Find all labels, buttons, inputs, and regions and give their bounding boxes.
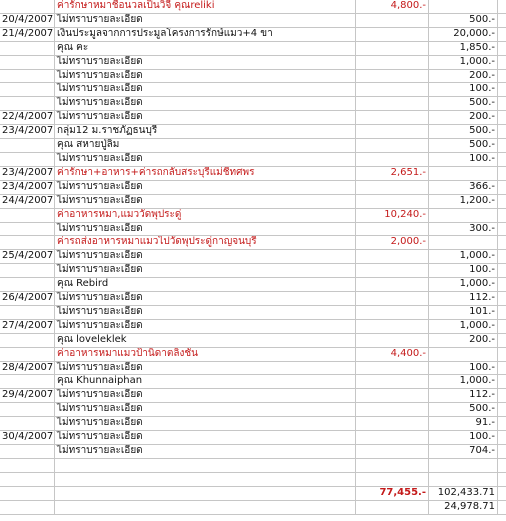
cell-date[interactable] <box>0 97 55 111</box>
cell-date[interactable] <box>0 472 55 486</box>
table-row[interactable] <box>0 361 506 375</box>
cell-date[interactable] <box>0 0 55 13</box>
cell-description[interactable]: ไม่ทราบรายละเอียด <box>55 403 356 417</box>
cell-description[interactable]: ไม่ทราบรายละเอียด <box>55 69 356 83</box>
cell-pad <box>498 180 506 194</box>
cell-amount[interactable] <box>429 166 498 180</box>
cell-amount[interactable]: 500.- <box>429 125 498 139</box>
table-row[interactable] <box>0 431 506 445</box>
cell-description[interactable]: ไม่ทราบรายละเอียด <box>55 319 356 333</box>
cell-description[interactable]: ไม่ทราบรายละเอียด <box>55 361 356 375</box>
cell-description[interactable]: คุณ สหายปู่ลิ่ม <box>55 139 356 153</box>
table-row[interactable] <box>0 55 506 69</box>
cell-amount[interactable]: 500.- <box>429 97 498 111</box>
cell-date[interactable] <box>0 445 55 459</box>
cell-expense[interactable] <box>356 125 429 139</box>
cell-pad <box>498 69 506 83</box>
cell-pad <box>498 194 506 208</box>
cell-date[interactable] <box>0 83 55 97</box>
cell-date[interactable]: 20/4/2007 <box>0 13 55 27</box>
cell-expense[interactable] <box>356 472 429 486</box>
cell-pad <box>498 292 506 306</box>
expense-row[interactable] <box>0 0 506 13</box>
table-row[interactable] <box>0 139 506 153</box>
cell-pad <box>498 152 506 166</box>
table-row[interactable] <box>0 319 506 333</box>
cell-date[interactable] <box>0 278 55 292</box>
table-row[interactable] <box>0 458 506 472</box>
cell-pad <box>498 347 506 361</box>
cell-pad <box>498 250 506 264</box>
table-row[interactable] <box>0 333 506 347</box>
cell-expense[interactable] <box>356 27 429 41</box>
cell-pad <box>498 41 506 55</box>
cell-description[interactable]: ไม่ทราบรายละเอียด <box>55 389 356 403</box>
cell-expense[interactable] <box>356 97 429 111</box>
cell-expense[interactable] <box>356 264 429 278</box>
cell-pad <box>498 333 506 347</box>
cell-date[interactable] <box>0 347 55 361</box>
cell-amount[interactable]: 704.- <box>429 445 498 459</box>
cell-expense[interactable] <box>356 375 429 389</box>
cell-expense[interactable] <box>356 333 429 347</box>
cell-pad <box>498 264 506 278</box>
cell-amount[interactable] <box>429 347 498 361</box>
cell-amount[interactable] <box>429 236 498 250</box>
cell-pad <box>498 208 506 222</box>
cell-desc[interactable] <box>55 500 356 514</box>
cell-date[interactable]: 27/4/2007 <box>0 319 55 333</box>
table-row[interactable] <box>0 69 506 83</box>
cell-date[interactable] <box>0 375 55 389</box>
cell-amount[interactable]: 1,200.- <box>429 194 498 208</box>
cell-description[interactable]: ไม่ทราบรายละเอียด <box>55 194 356 208</box>
cell-description[interactable]: ไม่ทราบรายละเอียด <box>55 152 356 166</box>
cell-date[interactable]: 29/4/2007 <box>0 389 55 403</box>
cell-description[interactable]: ไม่ทราบรายละเอียด <box>55 13 356 27</box>
cell-pad <box>498 486 506 500</box>
cell-pad <box>498 431 506 445</box>
cell-pad <box>498 83 506 97</box>
cell-expense[interactable] <box>356 194 429 208</box>
cell-amount[interactable]: 112.- <box>429 292 498 306</box>
table-row[interactable] <box>0 41 506 55</box>
cell-pad <box>498 166 506 180</box>
cell-pad <box>498 111 506 125</box>
cell-amount[interactable]: 100.- <box>429 152 498 166</box>
table-row[interactable] <box>0 472 506 486</box>
cell-expense[interactable]: 2,651.- <box>356 166 429 180</box>
cell-expense[interactable] <box>356 458 429 472</box>
cell-description[interactable]: ไม่ทราบรายละเอียด <box>55 180 356 194</box>
cell-expense[interactable] <box>356 278 429 292</box>
table-row[interactable] <box>0 111 506 125</box>
cell-amount[interactable]: 91.- <box>429 417 498 431</box>
cell-amount[interactable]: 200.- <box>429 69 498 83</box>
cell-date[interactable] <box>0 41 55 55</box>
cell-description[interactable] <box>55 458 356 472</box>
cell-description[interactable]: ไม่ทราบรายละเอียด <box>55 83 356 97</box>
cell-expense[interactable] <box>356 222 429 236</box>
cell-expense[interactable] <box>356 319 429 333</box>
table-row[interactable] <box>0 83 506 97</box>
cell-description[interactable]: ไม่ทราบรายละเอียด <box>55 417 356 431</box>
cell-amount[interactable]: 500.- <box>429 403 498 417</box>
cell-pad <box>498 97 506 111</box>
cell-date[interactable]: 24/4/2007 <box>0 194 55 208</box>
cell-date[interactable] <box>0 305 55 319</box>
cell-expense[interactable] <box>356 13 429 27</box>
cell-date[interactable] <box>0 69 55 83</box>
cell-pad <box>498 417 506 431</box>
income-total-cell[interactable]: 102,433.71 <box>429 486 498 500</box>
table-row[interactable] <box>0 292 506 306</box>
cell-amount[interactable]: 1,000.- <box>429 375 498 389</box>
cell-expense[interactable] <box>356 69 429 83</box>
cell-date[interactable] <box>0 236 55 250</box>
cell-description[interactable]: ไม่ทราบรายละเอียด <box>55 292 356 306</box>
cell-amount[interactable]: 1,000.- <box>429 250 498 264</box>
cell-date[interactable]: 23/4/2007 <box>0 166 55 180</box>
table-row[interactable] <box>0 194 506 208</box>
expense-row[interactable] <box>0 208 506 222</box>
cell-description[interactable] <box>55 472 356 486</box>
expense-row[interactable] <box>0 166 506 180</box>
cell-amount[interactable]: 20,000.- <box>429 27 498 41</box>
cell-description[interactable]: กลุ่ม12 ม.ราชภัฏธนบุรี <box>55 125 356 139</box>
cell-amount[interactable] <box>429 208 498 222</box>
cell-expense[interactable] <box>356 500 429 514</box>
cell-expense[interactable] <box>356 431 429 445</box>
cell-pad <box>498 278 506 292</box>
cell-date[interactable] <box>0 403 55 417</box>
cell-pad <box>498 0 506 13</box>
cell-date[interactable]: 23/4/2007 <box>0 180 55 194</box>
table-row[interactable] <box>0 445 506 459</box>
cell-pad <box>498 458 506 472</box>
cell-pad <box>498 13 506 27</box>
cell-amount[interactable]: 200.- <box>429 111 498 125</box>
cell-expense[interactable]: 2,000.- <box>356 236 429 250</box>
cell-date[interactable]: 28/4/2007 <box>0 361 55 375</box>
cell-date[interactable]: 26/4/2007 <box>0 292 55 306</box>
cell-pad <box>498 472 506 486</box>
balance-row[interactable] <box>0 500 506 514</box>
cell-description[interactable]: ไม่ทราบรายละเอียด <box>55 222 356 236</box>
balance-cell[interactable]: 24,978.71 <box>429 500 498 514</box>
cell-amount[interactable]: 101.- <box>429 305 498 319</box>
cell-pad <box>498 403 506 417</box>
cell-description[interactable]: ค่ารักษาหมาชื่อนวลเป็นวิจี คุณreliki <box>55 0 356 13</box>
cell-pad <box>498 305 506 319</box>
cell-expense[interactable] <box>356 417 429 431</box>
table-row[interactable] <box>0 417 506 431</box>
cell-amount[interactable]: 1,850.- <box>429 41 498 55</box>
cell-pad <box>498 500 506 514</box>
cell-expense[interactable] <box>356 445 429 459</box>
table-row[interactable] <box>0 403 506 417</box>
table-row[interactable] <box>0 278 506 292</box>
cell-amount[interactable] <box>429 0 498 13</box>
cell-date[interactable]: 23/4/2007 <box>0 125 55 139</box>
cell-description[interactable]: ไม่ทราบรายละเอียด <box>55 250 356 264</box>
cell-expense[interactable] <box>356 250 429 264</box>
cell-amount[interactable]: 366.- <box>429 180 498 194</box>
table-row[interactable] <box>0 375 506 389</box>
cell-expense[interactable] <box>356 152 429 166</box>
cell-expense[interactable] <box>356 403 429 417</box>
table-row[interactable] <box>0 125 506 139</box>
cell-pad <box>498 361 506 375</box>
table-row[interactable] <box>0 27 506 41</box>
cell-date[interactable]: 25/4/2007 <box>0 250 55 264</box>
cell-description[interactable]: ไม่ทราบรายละเอียด <box>55 445 356 459</box>
cell-date[interactable] <box>0 417 55 431</box>
cell-desc[interactable] <box>55 486 356 500</box>
cell-pad <box>498 27 506 41</box>
expense-row[interactable] <box>0 236 506 250</box>
cell-date[interactable] <box>0 458 55 472</box>
cell-expense[interactable] <box>356 292 429 306</box>
cell-expense[interactable] <box>356 305 429 319</box>
cell-amount[interactable]: 1,000.- <box>429 319 498 333</box>
cell-pad <box>498 125 506 139</box>
table-row[interactable] <box>0 152 506 166</box>
cell-date[interactable] <box>0 333 55 347</box>
cell-amount[interactable]: 500.- <box>429 13 498 27</box>
cell-amount[interactable]: 200.- <box>429 333 498 347</box>
cell-amount[interactable]: 112.- <box>429 389 498 403</box>
cell-pad <box>498 222 506 236</box>
cell-date[interactable] <box>0 500 55 514</box>
cell-date[interactable] <box>0 152 55 166</box>
cell-description[interactable]: ไม่ทราบรายละเอียด <box>55 55 356 69</box>
cell-date[interactable] <box>0 55 55 69</box>
cell-amount[interactable] <box>429 458 498 472</box>
table-row[interactable] <box>0 250 506 264</box>
ledger-totals <box>0 486 506 514</box>
expense-total-cell[interactable]: 77,455.- <box>356 486 429 500</box>
cell-description[interactable]: ค่ารถส่งอาหารหมาแมวไปวัดพุประดู่กาญจนบุรี <box>55 236 356 250</box>
cell-expense[interactable]: 4,800.- <box>356 0 429 13</box>
cell-expense[interactable] <box>356 361 429 375</box>
cell-expense[interactable] <box>356 83 429 97</box>
cell-date[interactable] <box>0 264 55 278</box>
cell-amount[interactable]: 100.- <box>429 83 498 97</box>
table-row[interactable] <box>0 305 506 319</box>
cell-description[interactable]: ค่ารักษา+อาหาร+ค่ารถกลับสระบุรีแม่ชีทศพร <box>55 166 356 180</box>
table-row[interactable] <box>0 180 506 194</box>
cell-description[interactable]: ไม่ทราบรายละเอียด <box>55 264 356 278</box>
cell-amount[interactable] <box>429 472 498 486</box>
expense-row[interactable] <box>0 347 506 361</box>
cell-description[interactable]: คุณ loveleklek <box>55 333 356 347</box>
cell-date[interactable]: 22/4/2007 <box>0 111 55 125</box>
cell-amount[interactable]: 100.- <box>429 361 498 375</box>
cell-expense[interactable]: 10,240.- <box>356 208 429 222</box>
table-row[interactable] <box>0 389 506 403</box>
cell-expense[interactable] <box>356 139 429 153</box>
cell-amount[interactable]: 300.- <box>429 222 498 236</box>
cell-description[interactable]: คุณ Khunnaiphan <box>55 375 356 389</box>
cell-amount[interactable]: 500.- <box>429 139 498 153</box>
cell-pad <box>498 389 506 403</box>
cell-expense[interactable] <box>356 111 429 125</box>
cell-description[interactable]: คุณ ฅะ <box>55 41 356 55</box>
cell-description[interactable]: ไม่ทราบรายละเอียด <box>55 305 356 319</box>
cell-description[interactable]: ค่าอาหารหมาแมวป้านิดาตลิ่งชัน <box>55 347 356 361</box>
cell-pad <box>498 319 506 333</box>
cell-pad <box>498 139 506 153</box>
cell-expense[interactable]: 4,400.- <box>356 347 429 361</box>
cell-pad <box>498 445 506 459</box>
cell-expense[interactable] <box>356 180 429 194</box>
cell-description[interactable]: ค่าอาหารหมา,แมววัดพุประดู่ <box>55 208 356 222</box>
cell-date[interactable] <box>0 139 55 153</box>
cell-date[interactable] <box>0 222 55 236</box>
table-row[interactable] <box>0 222 506 236</box>
cell-expense[interactable] <box>356 55 429 69</box>
cell-amount[interactable]: 1,000.- <box>429 55 498 69</box>
cell-date[interactable] <box>0 486 55 500</box>
cell-date[interactable] <box>0 208 55 222</box>
cell-date[interactable]: 30/4/2007 <box>0 431 55 445</box>
table-row[interactable] <box>0 264 506 278</box>
cell-amount[interactable]: 100.- <box>429 264 498 278</box>
totals-row[interactable] <box>0 486 506 500</box>
cell-description[interactable]: ไม่ทราบรายละเอียด <box>55 97 356 111</box>
cell-description[interactable]: ไม่ทราบรายละเอียด <box>55 111 356 125</box>
cell-pad <box>498 236 506 250</box>
cell-expense[interactable] <box>356 41 429 55</box>
cell-description[interactable]: เงินประมูลจากการประมูลโครงการรักษ์แมว+4 ขา <box>55 27 356 41</box>
cell-date[interactable]: 21/4/2007 <box>0 27 55 41</box>
cell-amount[interactable]: 100.- <box>429 431 498 445</box>
cell-pad <box>498 55 506 69</box>
table-row[interactable] <box>0 13 506 27</box>
table-row[interactable] <box>0 97 506 111</box>
cell-amount[interactable]: 1,000.- <box>429 278 498 292</box>
cell-pad <box>498 375 506 389</box>
cell-expense[interactable] <box>356 389 429 403</box>
cell-description[interactable]: คุณ Rebird <box>55 278 356 292</box>
cell-description[interactable]: ไม่ทราบรายละเอียด <box>55 431 356 445</box>
